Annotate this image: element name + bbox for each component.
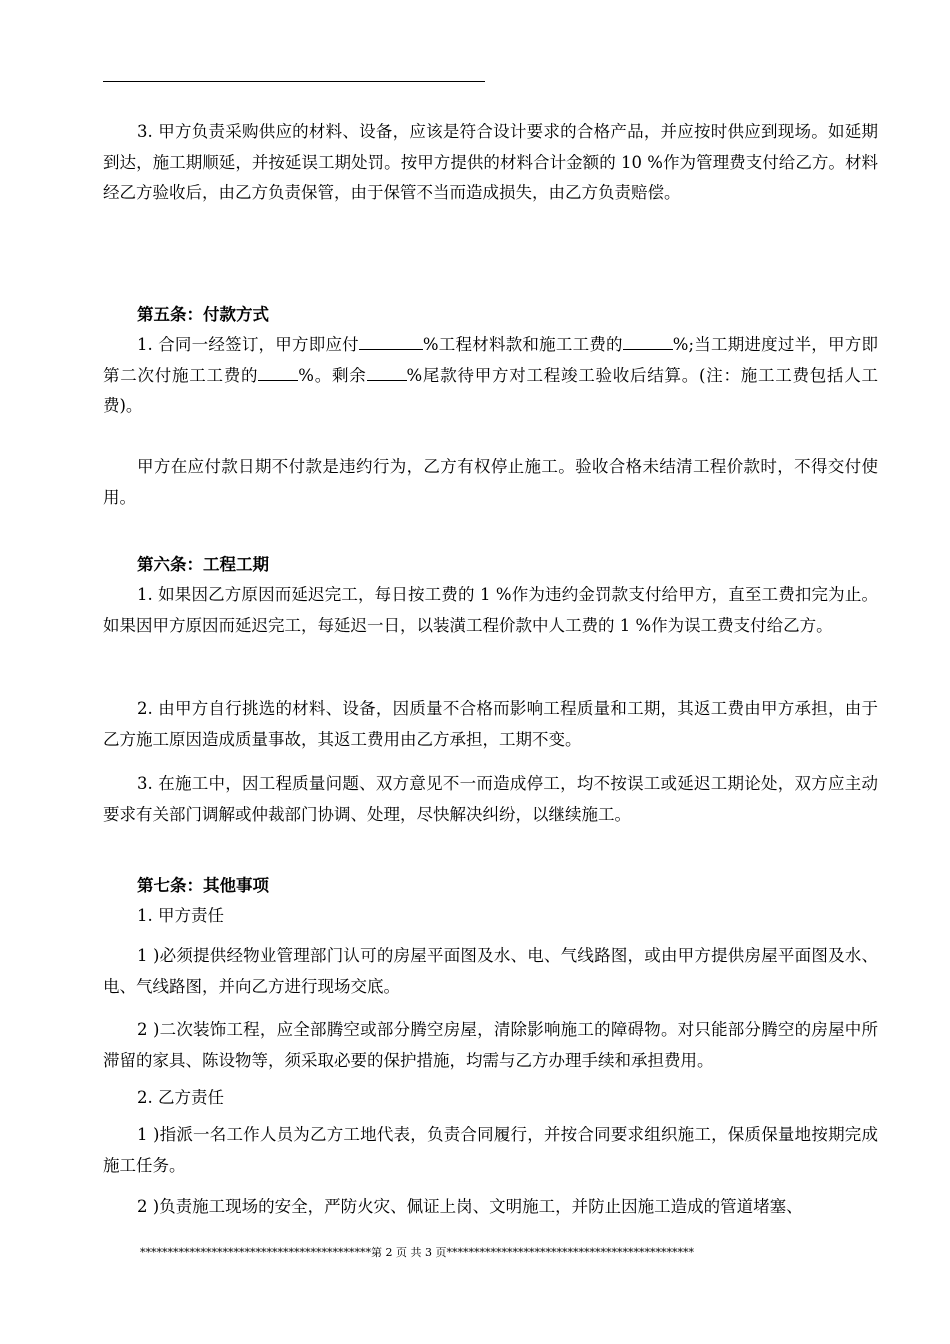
article-7-item-1-1: 1 )必须提供经物业管理部门认可的房屋平面图及水、电、气线路图，或由甲方提供房屋平面图及水、电、气线路图，并向乙方进行现场交底。	[103, 946, 878, 996]
article-7-heading: 第七条：其他事项	[137, 876, 269, 895]
article-6-paragraph-2: 2. 由甲方自行挑选的材料、设备，因质量不合格而影响工程质量和工期，其返工费由甲方承担，由于乙方施工原因造成质量事故，其返工费用由乙方承担，工期不变。	[103, 699, 878, 749]
header-rule	[103, 81, 485, 82]
article-7-section-2: 2. 乙方责任	[137, 1088, 224, 1107]
article-5-paragraph-2: 甲方在应付款日期不付款是违约行为，乙方有权停止施工。验收合格未结清工程价款时，不得交付使用。	[103, 457, 878, 507]
blank-field[interactable]	[367, 362, 407, 381]
clause-3-paragraph: 3. 甲方负责采购供应的材料、设备，应该是符合设计要求的合格产品，并应按时供应到现场。如延期到达，施工期顺延，并按延误工期处罚。按甲方提供的材料合计金额的 10 %作为管理费支付给乙方。材料经乙方验收后，由乙方负责保管，由于保管不当而造成损失，由乙方负责赔偿。	[103, 122, 878, 202]
article-6-heading: 第六条：工程工期	[137, 555, 269, 574]
blank-field[interactable]	[359, 331, 423, 350]
article-5-paragraph-1: 1. 合同一经签订，甲方即应付 %工程材料款和施工工费的 %;当工期进度过半，甲方即第二次付施工工费的 %。剩余 %尾款待甲方对工程竣工验收后结算。(注：施工工费包括人工费)。	[103, 330, 878, 422]
article-6-paragraph-1: 1. 如果因乙方原因而延迟完工，每日按工费的 1 %作为违约金罚款支付给甲方，直至工费扣完为止。如果因甲方原因而延迟完工，每延迟一日，以装潢工程价款中人工费的 1 %作为误工费支付给乙方。	[103, 585, 878, 635]
article-7-item-1-2: 2 )二次装饰工程，应全部腾空或部分腾空房屋，清除影响施工的障碍物。对只能部分腾空的房屋中所滞留的家具、陈设物等，须采取必要的保护措施，均需与乙方办理手续和承担费用。	[103, 1020, 878, 1070]
page-footer: ******************************************第 2 页 共 3 页*********************************************	[140, 1246, 694, 1259]
blank-field[interactable]	[623, 331, 673, 350]
article-5-heading: 第五条：付款方式	[137, 305, 269, 324]
article-7-item-2-2: 2 )负责施工现场的安全，严防火灾、佩证上岗、文明施工，并防止因施工造成的管道堵塞、	[137, 1197, 803, 1216]
blank-field[interactable]	[258, 362, 298, 381]
article-6-paragraph-3: 3. 在施工中，因工程质量问题、双方意见不一而造成停工，均不按误工或延迟工期论处，双方应主动要求有关部门调解或仲裁部门协调、处理，尽快解决纠纷，以继续施工。	[103, 774, 878, 824]
article-7-item-2-1: 1 )指派一名工作人员为乙方工地代表，负责合同履行，并按合同要求组织施工，保质保量地按期完成施工任务。	[103, 1125, 878, 1175]
article-7-section-1: 1. 甲方责任	[137, 906, 224, 925]
